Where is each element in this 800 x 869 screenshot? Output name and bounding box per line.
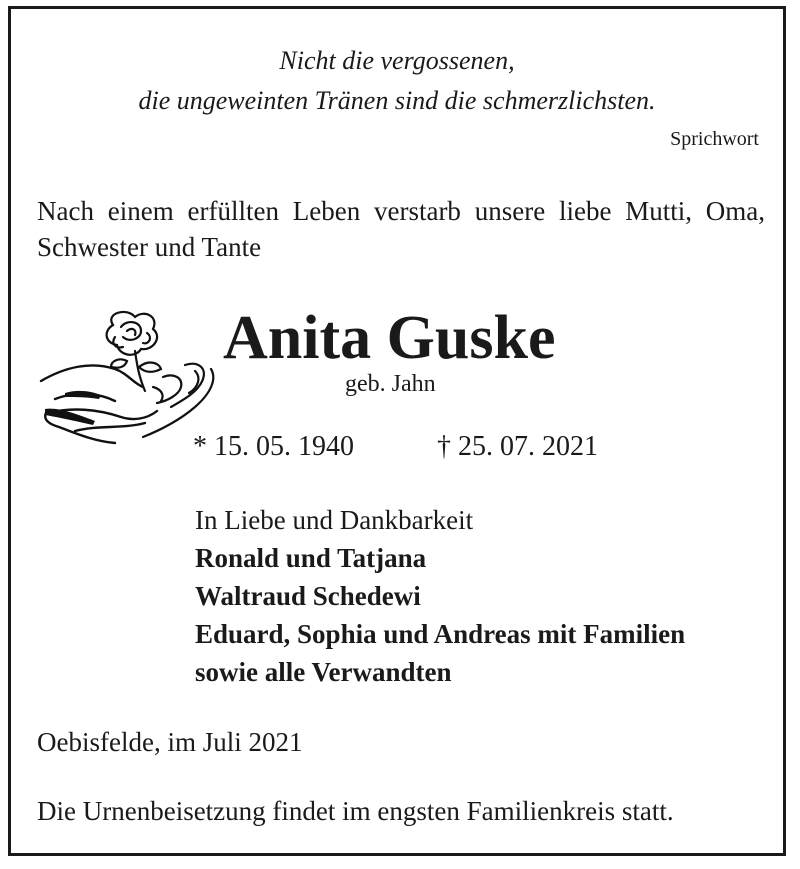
- place-and-date: Oebisfelde, im Juli 2021: [37, 727, 303, 757]
- mourner-name: Ronald und Tatjana: [195, 543, 427, 573]
- quote-line-2: die ungeweinten Tränen sind die schmerzlichsten.: [138, 86, 656, 115]
- epitaph-quote: [11, 41, 783, 121]
- quote-source: Sprichwort: [670, 128, 759, 150]
- quote-line-1: Nicht die vergossenen,: [279, 46, 515, 75]
- birth-date: * 15. 05. 1940: [193, 431, 354, 462]
- maiden-name: geb. Jahn: [345, 371, 436, 397]
- mourner-name: Waltraud Schedewi: [195, 581, 421, 611]
- death-date: † 25. 07. 2021: [437, 431, 598, 462]
- intro-text: Nach einem erfüllten Leben verstarb unsere liebe Mutti, Oma, Schwester und Tante: [37, 196, 765, 262]
- mourner-name: sowie alle Verwandten: [195, 657, 452, 687]
- mourners-heading: In Liebe und Dankbarkeit: [195, 505, 474, 535]
- burial-notice: Die Urnenbeisetzung findet im engsten Familienkreis statt.: [37, 796, 674, 826]
- deceased-name: Anita Guske: [223, 304, 556, 372]
- mourner-name: Eduard, Sophia und Andreas mit Familien: [195, 619, 686, 649]
- obituary-frame: [8, 6, 786, 856]
- mourners-block: [195, 501, 685, 691]
